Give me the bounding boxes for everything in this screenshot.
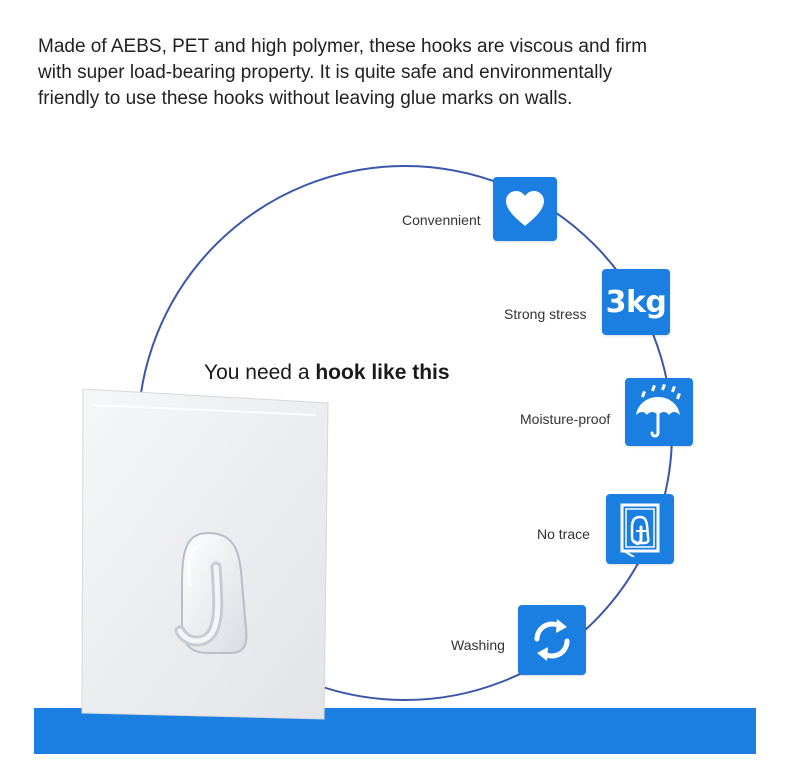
feature-tile-no-trace: [606, 494, 674, 564]
intro-line-2: with super load-bearing property. It is quite safe and environmentally: [38, 62, 613, 83]
feature-label-no-trace: No trace: [537, 526, 590, 542]
weight-badge-text: 3kg: [605, 284, 667, 320]
hook-product-image: [80, 387, 330, 721]
wall-hook-icon: [614, 501, 666, 557]
heart-icon: [504, 190, 546, 228]
feature-tile-convenient: [493, 177, 557, 241]
weight-badge: [602, 269, 670, 335]
feature-label-strong-stress: Strong stress: [504, 306, 587, 322]
feature-label-washing: Washing: [451, 637, 505, 653]
feature-label-moisture-proof: Moisture-proof: [520, 411, 611, 427]
intro-line-3: friendly to use these hooks without leaving glue marks on walls.: [38, 88, 573, 109]
feature-tile-moisture-proof: [625, 378, 693, 446]
umbrella-rain-icon: [632, 383, 686, 441]
headline: [204, 361, 450, 385]
intro-line-1: Made of AEBS, PET and high polymer, these hooks are viscous and firm: [38, 36, 648, 57]
headline-emphasis: hook like this: [315, 361, 450, 384]
feature-label-convenient: Convennient: [402, 212, 481, 228]
headline-prefix: You need a: [204, 361, 316, 384]
feature-tile-washing: [518, 605, 586, 675]
refresh-arrows-icon: [527, 615, 577, 665]
